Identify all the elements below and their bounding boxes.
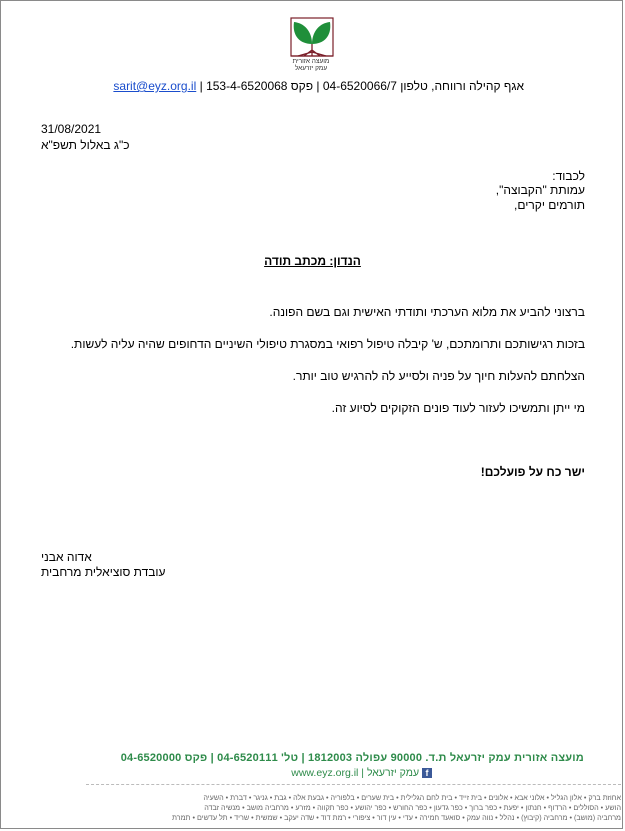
footer-address: מועצה אזורית עמק יזרעאל ת.ד. 90000 עפולה 1812003 | טל' 04-6520111 | פקס 04-6520000 <box>120 752 584 764</box>
logo-name-line2: עמק יזרעאל <box>294 65 328 72</box>
logo-name-line1: מועצה אזורית <box>292 58 330 65</box>
facebook-icon[interactable]: f <box>422 768 432 778</box>
footer-settlements-1: אחוזת ברק • אלון הגליל • אלוני אבא • אלונים • בית זייד • בית לחם הגלילית • בית שערים • בלפוריה • גבעת אלה • גבת • גניגר • דברת • השעיה <box>203 793 621 802</box>
closing-line: ישר כח על פועלכם! <box>480 465 585 479</box>
footer-web-line <box>291 767 432 779</box>
header-email-link[interactable]: sarit@eyz.org.il <box>113 79 197 93</box>
date-gregorian: 31/08/2021 <box>41 122 102 136</box>
footer-website-link[interactable]: www.eyz.org.il <box>291 767 359 779</box>
footer-settlements-3: מרחביה (מושב) • מרחביה (קיבוץ) • נהלל • נווה עמק • סואעד חמירה • עדי • עין דור • ציפורי • רמת דוד • שדה יעקב • שמשית • שריד • תל עדשים • תמרת <box>171 813 621 822</box>
footer-separator: | <box>358 767 365 779</box>
logo-text <box>278 58 344 72</box>
footer-facebook-label[interactable]: עמק יזרעאל <box>366 767 420 779</box>
footer-divider <box>86 784 621 785</box>
body-paragraph-3: הצלחתם להעלות חיוך על פניה ולסייע לה להרגיש טוב יותר. <box>292 369 585 383</box>
signature-title: עובדת סוציאלית מרחבית <box>41 565 166 579</box>
body-paragraph-2: בזכות רגישותכם ותרומתכם, ש' קיבלה טיפול רפואי במסגרת טיפולי השיניים הדחופים שהיה עליה לעשות. <box>70 337 585 351</box>
body-paragraph-1: ברצוני להביע את מלוא הערכתי ותודתי האישית וגם בשם הפונה. <box>269 305 585 319</box>
body-paragraph-4: מי ייתן ותמשיכו לעזור לעוד פונים הזקוקים לסיוע זה. <box>331 401 585 415</box>
recipient-line3: תורמים יקרים, <box>513 198 585 212</box>
header-contact-line <box>113 79 524 93</box>
signature-name: אדוה אבני <box>41 550 92 564</box>
date-hebrew: כ"ג באלול תשפ"א <box>41 138 130 152</box>
recipient-line2: עמותת "הקבוצה", <box>495 183 585 197</box>
header-contact-text: אגף קהילה ורווחה, טלפון 04-6520066/7 | פקס 153-4-6520068 | <box>196 79 524 93</box>
letter-subject: הנדון: מכתב תודה <box>264 254 361 268</box>
recipient-line1: לכבוד: <box>552 169 585 183</box>
footer-settlements-2: הושע • הסוללים • הרדוף • חנתון • יפעת • כפר ברוך • כפר גדעון • כפר החורש • כפר יהושע • כפר תקווה • מזרע • מרחביה מושב • מנשיה זבדה <box>204 803 621 812</box>
